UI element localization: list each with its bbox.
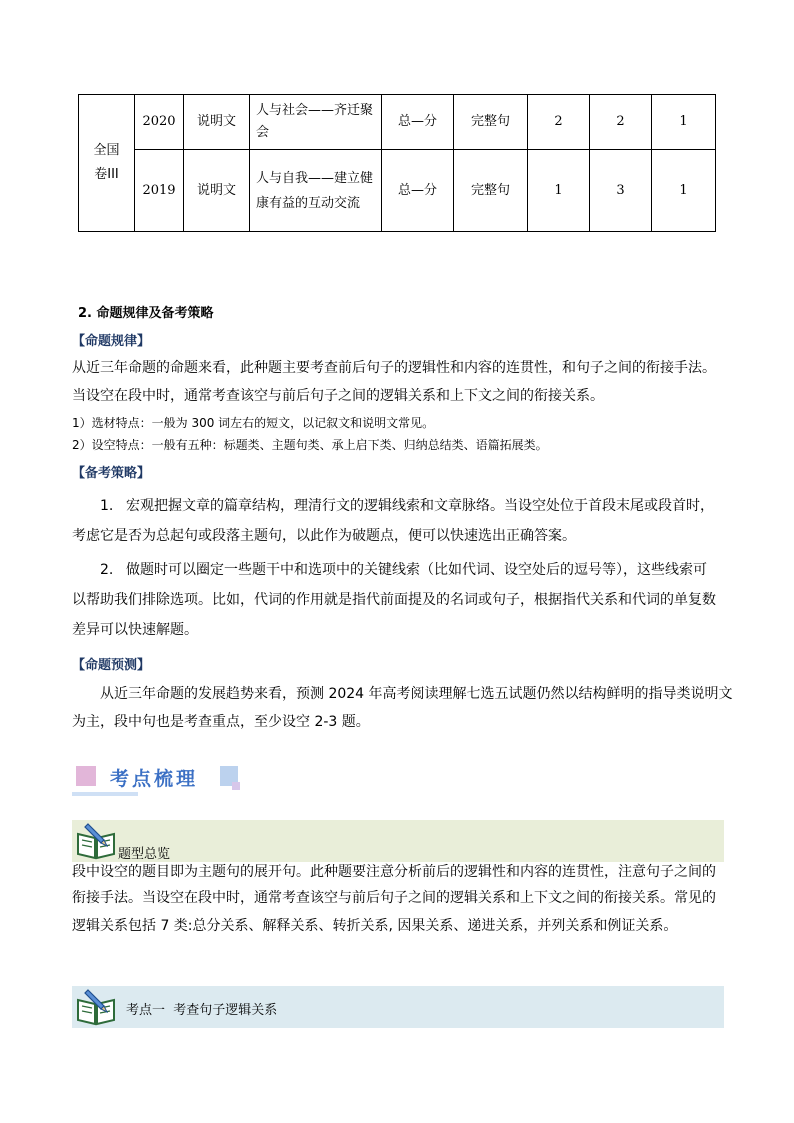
structure-cell: 总—分 [382,95,454,150]
count-cell: 2 [590,95,652,150]
rule-text: 从近三年命题的命题来看，此种题主要考查前后句子的逻辑性和内容的连贯性，和句子之间的衔接手法。 [72,360,716,376]
rule-heading: 【命题规律】 [72,334,151,349]
strategy-text: 做题时可以圈定一些题干中和选项中的关键线索（比如代词、设空处后的逗号等），这些线索可 [126,562,707,578]
count-cell: 3 [590,150,652,232]
banner-title: 考点梳理 [110,768,199,790]
theme-cell: 人与自我——建立健康有益的互动交流 [250,150,382,232]
overview-text: 段中设空的题目即为主题句的展开句。此种题要注意分析前后的逻辑性和内容的连贯性，注意句子之间的 [72,864,716,880]
count-cell: 2 [528,95,590,150]
predict-heading: 【命题预测】 [72,658,151,673]
strategy-text: 考虑它是否为总起句或段落主题句，以此作为破题点，便可以快速选出正确答案。 [72,528,576,544]
book-pencil-icon [74,820,118,860]
rule-text: 当设空在段中时，通常考查该空与前后句子之间的逻辑关系和上下文之间的衔接关系。 [72,388,604,404]
theme-cell: 人与社会——齐迁聚会 [250,95,382,150]
overview-label: 题型总览 [118,847,171,862]
year-cell: 2020 [135,95,184,150]
overview-text: 衔接手法。当设空在段中时，通常考查该空与前后句子之间的逻辑关系和上下文之间的衔接关系。常见的 [72,890,716,906]
feature-item: 2）设空特点：一般有五种：标题类、主题句类、承上启下类、归纳总结类、语篇拓展类。 [72,438,548,452]
strategy-heading: 【备考策略】 [72,466,151,481]
type-cell: 完整句 [454,95,528,150]
count-cell: 1 [652,95,716,150]
banner-decoration [76,766,96,786]
strategy-text: 以帮助我们排除选项。比如，代词的作用就是指代前面提及的名词或句子，根据指代关系和代词的单复数 [72,592,716,608]
region-cell: 全国卷III [79,95,135,232]
predict-text: 从近三年命题的发展趋势来看，预测 2024 年高考阅读理解七选五试题仍然以结构鲜明的指导类说明文 [100,686,733,702]
book-pencil-icon [74,986,118,1026]
type-cell: 完整句 [454,150,528,232]
genre-cell: 说明文 [184,95,250,150]
exam-table [78,94,716,232]
year-cell: 2019 [135,150,184,232]
genre-cell: 说明文 [184,150,250,232]
count-cell: 1 [652,150,716,232]
overview-text: 逻辑关系包括 7 类:总分关系、解释关系、转折关系, 因果关系、递进关系，并列关系和例证关系。 [72,918,678,934]
strategy-number: 1. [100,498,114,514]
count-cell: 1 [528,150,590,232]
feature-item: 1）选材特点：一般为 300 词左右的短文，以记叙文和说明文常见。 [72,416,435,430]
strategy-text: 差异可以快速解题。 [72,622,198,638]
banner-underline [72,792,138,796]
banner-decoration [232,782,240,790]
strategy-number: 2. [100,562,114,578]
structure-cell: 总—分 [382,150,454,232]
strategy-text: 宏观把握文章的篇章结构，理清行文的逻辑线索和文章脉络。当设空处位于首段末尾或段首时， [126,498,714,514]
section-title: 2. 命题规律及备考策略 [78,306,214,321]
predict-text: 为主，段中句也是考查重点，至少设空 2-3 题。 [72,714,370,730]
point-label: 考点一 考查句子逻辑关系 [126,1003,278,1018]
